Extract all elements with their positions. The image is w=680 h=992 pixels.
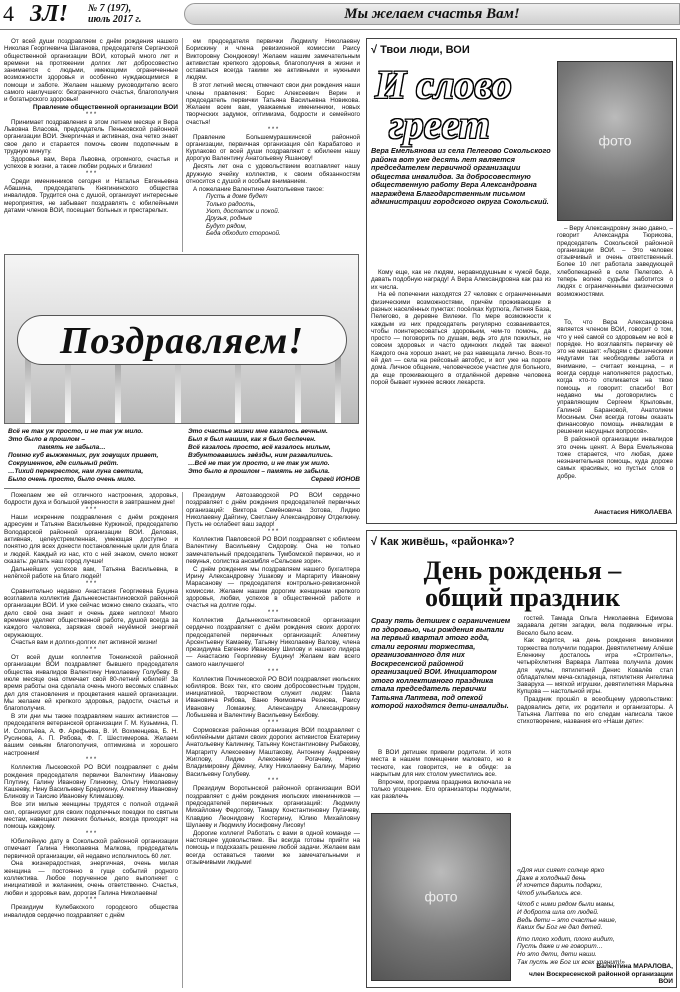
headline-line: День рожденья – (423, 556, 622, 585)
separator: * * * (85, 647, 97, 654)
poem-line: Так пусть же Бог их всех хранит!» (517, 958, 625, 966)
signature: Правление общественной организации ВОИ (32, 104, 178, 112)
paragraph: С днём рождения мы поздравляем нашего бухгалтера Ирину Александровну Ушакову и Маргариту Ивановну Марасанову — председателя контрольно-ревизионной комиссии. Желаем нашим дорогим женщинам крепкого здоровья, любви, успехов в общественной работе и счастья на долгие годы. (186, 565, 360, 610)
poem-line: Был я был нашим, как я был беспечен. (188, 436, 316, 443)
poem-right (188, 428, 360, 484)
separator: * * * (267, 719, 279, 726)
paragraph: Правление Большемурашкинской районной организации, первичная организация сёл Карабатово и Курлаково от всей души поздравляют с юбилеем нашу дорогую Валентину Анатольевну Яшанову! (186, 133, 360, 163)
poem-line: Чтоб с ними рядом были мамы, (517, 901, 616, 909)
poem-author: Сергей ИОНОВ (310, 476, 360, 483)
separator: * * * (85, 580, 97, 587)
paragraph: гостей. Тамада Ольга Николаевна Ефимова задавала детям загадки, вела подвижные игры. Весело было всем. (517, 615, 673, 637)
separator: * * * (85, 507, 97, 514)
separator: * * * (267, 668, 279, 675)
paragraph: Коллектив Лысковской РО ВОИ поздравляет с днём рождения председателя первички Валентину Ивановну Плутину, Галину Ивановну Глинкину, Ольгу Николаевну Кашееву, Нину Васильевну Бредихину, Алевтину Ивановну Блинову и Таисию Ивановну Климашову. (4, 764, 178, 801)
paragraph: ем председателя первички Людмилу Николаевну Борискину и члена ревизионной комиссии Раису Викторовну Сюндюкову! Желаем нашим замечательным активистам крепкого здоровья, благополучия в жизни и оставаться всегда такими же активными и нужными людям. (186, 38, 360, 82)
poem-line: …Всё не так уж просто, и не так уж мило. (188, 460, 330, 467)
paragraph: Впрочем, программа праздника включала не только угощение. Его организаторы подумали, как развлечь (371, 778, 511, 801)
paragraph: Десять лет она с удовольствием возглавляет нашу дружную ячейку коллектив, к своим обязанностям относится с душой и особым вниманием. (186, 163, 360, 185)
poem-line: Пусть в доме будет (206, 193, 268, 201)
paragraph: Юбилейную дату в Сокольской районной организации отмечает Галина Николаевна Малкова, председатель первичной организации, ей недавно исполнилось 60 лет. (4, 837, 178, 860)
column-divider (182, 38, 183, 252)
poem-line: Друзья, родные (206, 215, 253, 223)
article-headline (371, 557, 674, 611)
article-box-top (366, 38, 677, 524)
poem-line: Но это дети, дети наши. (517, 950, 597, 958)
author-name: Валентина МАРАЛОВА, (596, 963, 673, 970)
poem-line: Сокрушенное, где сильный рейт. (8, 460, 119, 467)
page-number: 4 (3, 1, 14, 26)
section-kicker: √ Как живёшь, «районка»? (371, 536, 515, 548)
photo-placeholder: фото (424, 888, 458, 905)
paragraph: Сравнительно недавно Анастасия Георгиевна Буцина возглавила коллектив Дальнеконстантиновской районной организации ВОИ. И уже сейчас можно смело сказать, что дело своё она знает и очень даже неплохо! Много времени уделяет общественной работе, душой всегда за каждого человека, заряжая своей неуёмной энергией окружающих. (4, 587, 178, 639)
paragraph: Президиум Воротынской районной организации ВОИ поздравляет с днём рождения июльских именинников — председателей первичных организаций: Людмилу Михайловну Федотову, Тамару Константиновну Пугачеву, Клавдию Леонидовну Костерину, Юлию Михайловну Шулаеву и Людмилу Иосифовну Лисову! (186, 785, 360, 829)
col2-top (186, 38, 360, 252)
banner-title: Поздравляем! (17, 315, 347, 365)
poem-line: Каких бы Бог не дал детей. (517, 924, 603, 932)
page-header (0, 0, 680, 30)
col2-bottom (186, 492, 360, 988)
separator: * * * (85, 757, 97, 764)
paragraph: Коллектив Павловской РО ВОИ поздравляет с юбилеем Валентину Васильевну Сидорову. Она не только замечательный председатель Тумбомской первички, но и певунья, солистка ансамбля «Сельские зори». (186, 535, 360, 565)
newspaper-logo: ЗЛ! (30, 1, 69, 27)
paragraph: Праздник прошёл в всеобщему удовольствию: радовались дети, их родители и организаторы. А Татьяна Лаптева по его следам написала такое стихотворение, названия его «Наши дети»: (517, 696, 673, 726)
paragraph: От всей души поздравляем с днём рождения нашего Николая Георгиевича Шаганова, председателя Сергачской общественной организации ВОИ, который много лет и времени на протяжении долгих лет добросовестно занимается с людьми, имеющими ограниченные возможности здоровья и особенно нуждающимися в помощи и заботе. Желаем нашему руководителю всего самого наилучшего: безграничного счастья, благополучия и богатырского здоровья! (4, 38, 178, 104)
portrait-photo (557, 61, 673, 221)
paragraph: Наши искренние поздравления с днём рождения адресуем и Татьяне Васильевне Куркиной, председателю Володарской районной организации ВОИ. Деловая, активная, целеустремленная, умеющая доступно и понятно для всех донести постановленные цели для блага и людей. Каждый из нас, кто с ней знаком, смело может сказать: делать наш город лучше! (4, 514, 178, 565)
paragraph: На её попечении находятся 27 человек с ограниченными физическими возможностями, причём проживающие в разных населённых пунктах: посёлках Куртюга, Летняя База, Пелегово, в деревне Вилежи. По мере возможности к каждым из них председатель регулярно созванивается, чтобы поинтересоваться здоровьем, чем-то помочь, да просто — поговорить по душам, ведь это для пожилых, не совсем здоровых и часто одиноких людей так важно! Каждого она хорошо знает, не раз навещала лично. Всех-то ей дел — села на рейсовый автобус, и вот уже на пороге дома. Личное общение, человеческое участие для больного, да еще проживающего в отдалённой деревне человека порой бывает нужнее всяких лекарств. (371, 291, 551, 386)
short-poem (206, 193, 360, 237)
poem-line: Помню куб выжженных, рук зовущих привет, (8, 452, 159, 459)
paragraph: В этот летний месяц отмечают свои дни рождения наши члены правления: Борис Алексеевич Верин и председатель первички Татьяна Васильевна Новикова. Желаем всем вам, уважаемые именинники, новых творческих задумок, оптимизма, бодрости и семейного счастья! (186, 82, 360, 126)
poem-line: Уют, достаток и покой. (206, 208, 280, 216)
paragraph: От всей души коллектив Тонкинской районной организации ВОИ поздравляет бывшего председателя общества инвалидов Валентину Николаевну Голубеву. В июле месяце она отмечает свой 80-летний юбилей! За время работы она сделала очень много весомых славных дел для становления и процветания нашей организации. Мы желаем ей крепкого здоровья, радости, счастья и благополучия. (4, 654, 178, 713)
group-photo (371, 813, 511, 981)
author-title: член Воскресенской районной организации ВОИ (529, 970, 673, 985)
paragraph: Президиум Кулебакского городского общества инвалидов сердечно поздравляет с днём (4, 904, 178, 919)
paragraph: А пожелание Валентине Анатольевне такое: (193, 185, 324, 193)
article-author (517, 963, 673, 986)
poem-line: Всё не так уж просто, и не так уж мило. (8, 428, 144, 435)
paragraph: Среди именинников сегодня и Наталья Евгеньевна Абашина, председатель Княгининского общества инвалидов. Трудится она с душой, организует интересные мероприятия, не забывает поздравлять с юбилейными датами членов ВОИ, посещает больных и престарелых. (4, 177, 178, 214)
paragraph: Принимает поздравления в этом летнем месяце и Вера Львовна Власова, председатель Пеньковской районной организации ВОИ. Энергичная и активная, она четко знает свое дело и старается помочь своим подопечным в трудную минуту. (4, 118, 178, 155)
article-title-line: греет (389, 102, 490, 147)
poem-line: И хочется дарить подарки, (517, 882, 603, 890)
poem-line: память не забыла… (38, 444, 106, 451)
paragraph: Пожелаем же ей отличного настроения, здоровья, бодрости духа и большой уверенности в завтрашнем дне! (4, 492, 178, 507)
poem-line: …Тихий перекресток, нам луна светила, (8, 468, 144, 475)
poem-line: Будут рядом, (206, 222, 247, 230)
photo-placeholder: фото (598, 132, 632, 149)
article-lead: Вера Емельянова из села Пелегово Сокольского района вот уже десять лет является председателем первичной организации общества инвалидов. За добросовестную общественную работу Вера Александровна награждена Благодарственным письмом администрации городского округа Сокольский. (371, 146, 551, 206)
column-divider (182, 492, 183, 988)
section-kicker: √ Твои люди, ВОИ (371, 44, 470, 56)
poem-line: Чтоб улыбались все. (517, 889, 583, 897)
paragraph: Счастья вам и долгих-долгих лет активной жизни! (11, 639, 158, 647)
poem-line: Было очень просто, было очень мило. (8, 476, 136, 483)
poem-line: Пусть даже и не говорит… (517, 943, 604, 951)
issue-number: № 7 (197), (88, 3, 132, 14)
separator: * * * (267, 528, 279, 535)
article-title-line: И слово (375, 62, 512, 107)
headline-line: общий праздник (425, 583, 620, 612)
paragraph: Все эти милые женщины трудятся с полной отдачей сил, организуют для своих подопечных поездки по святым местам, навещают лежачих больных, всегда приходят на помощь каждому. (4, 801, 178, 831)
section-title: Мы желаем счастья Вам! (184, 3, 680, 25)
section-rule (4, 488, 360, 489)
separator: * * * (85, 897, 97, 904)
paragraph: Здоровья вам, Вера Львовна, огромного, счастья и успехов в жизни, а также любви родных и близких! (4, 155, 178, 170)
paragraph: Как водится, на день рождения виновники торжества получили подарки. Девятилетнему Алёше Еленкину досталось игра «Строитель», четырёхлетняя Варвара Лаптева получила домик для куклы, пятилетний Денис Ковалёв стал обладателем меча-складенца, пятилетняя Ангелина Заваруха — мягкой игрушки, девятилетняя Марьяна Купцова — настольной игры. (517, 637, 673, 696)
article-col-a (371, 749, 511, 811)
paragraph: В ВОИ детишек привели родители. И хотя места в нашем помещении маловато, но в тесноте, как говорится, не в обиде: за накрытым для них столом уместились все. (371, 749, 511, 778)
poem-line: Кто плохо ходит, плохо видит, (517, 935, 615, 943)
article-col-b (517, 615, 673, 865)
congratulations-banner (4, 254, 359, 424)
article-box-bottom (366, 530, 677, 988)
separator: * * * (85, 830, 97, 837)
photo-caption (557, 225, 673, 317)
poem-line: Это было в прошлом – (8, 436, 86, 443)
separator: * * * (267, 126, 279, 133)
paragraph: В эти дни мы также поздравляем наших активистов — председателя ветеранской организации Г. М. Кузьмина, П. И. Сопотьёва, А. Ф. Арефьева, В. И. Вохменцева, Б. Н. Русинова, А. П. Рябова, Ф. Г. Шестимерова. Желаем вашим семьям благополучия, оптимизма и хорошего настроения! (4, 713, 178, 757)
poem-line: «Для них сияет солнце ярко (517, 867, 605, 874)
separator: * * * (85, 111, 97, 118)
poem-line: Взбунтовавшись звёзды, ним развалились. (188, 452, 333, 459)
paragraph: Коллектив Починковской РО ВОИ поздравляет июльских юбиляров. Всех тех, кто своим добросовестным трудом, инициативой, творчеством служит людям: Павла Ивановича Рябова, Ваню Якимовича Резнова, Раису Ивановну Ломакину, Аленсандру Александровну Лобышева и Валентину Васильевну Бехбову. (186, 675, 360, 720)
issue-info (88, 3, 141, 25)
paragraph: Кому еще, как не людям, неравнодушным к чужой беде, давать подобную награду! А Вера Александровна как раз из их числа. (371, 269, 551, 291)
paragraph: В районной организации инвалидов это очень ценят. А Вера Емельянова тоже старается, что любая, даже незначительная помощь, куда дороже самых красивых, но пустых слов о добре. (557, 436, 673, 480)
col1-top (4, 38, 178, 252)
paragraph: Дальнейших успехов вам, Татьяна Васильевна, в нелёгкой работе на благо людей! (4, 565, 178, 580)
article-lead: Сразу пять детишек с ограничением по здоровью, чьи рождения выпали на первый квартал этого года, стали героями торжества, организованного для них Воскресенской районной организацией ВОИ. Инициатором этого коллективного праздника стала председатель первички Татьяна Лаптева, под опекой которой находятся дети-инвалиды. (371, 616, 511, 710)
paragraph: То, что Вера Александровна является членом ВОИ, говорит о том, что у неё самой со здоровьем не всё в порядке. Но возглавлять первичку её это не мешает: «Людям с физическими недугами так необходимы забота и внимание, – считает женщина, – и всегда сердце наполняется радостью, когда кто-то откликается на твою помощь и говорит: спасибо! Вот недавно мы договорились с управляющим Сергеем Крыловым, Галиной Барановой, Анатолием Мосиным. Они всегда готовы оказать финансовую помощь инвалидам в решении насущных вопросов». (557, 319, 673, 436)
separator: * * * (85, 170, 97, 177)
poem-line: Это счастье жизни мне казалось вечным. (188, 428, 328, 435)
paragraph: – Веру Александровну знаю давно, – говорит Александра Тюрикова, председатель Сокольской районной организации ВОИ. – Это человек отзывчивый и очень ответственный. Более 10 лет работала заведующей хлебопекарней в селе Пелегово. А теперь волею судьбы заботится о людях с ограниченными физическими возможностями. (557, 225, 673, 298)
article-title (375, 62, 575, 147)
issue-date: июль 2017 г. (88, 14, 142, 25)
article-col-a (371, 269, 551, 521)
poem-line: Всё казалось просто, всё казалось милым, (188, 444, 331, 451)
col1-bottom (4, 492, 178, 988)
paragraph: Президиум Автозаводской РО ВОИ сердечно поздравляет с днём рождения председателей первичных организаций: Викторa Семёновича Зотова, Лидию Николаевну Дайгину, Светлану Александровну Отделкину. Пусть не ослабеет ваш задор! (186, 492, 360, 529)
article-col-b (557, 319, 673, 503)
paragraph: Коллектив Дальнеконстантиновской организации сердечно поздравляет с днём рождения своих дорогих председателей первичных организаций: Алевтину Арсентьевну Камаеву, Татьяну Николаевну Валову, члена президиума Евгению Ивановну Шилову и нашего лидера — Анастасию Георгиевну Буцину! Желаем вам всего самого наилучшего! (186, 616, 360, 668)
poem-line: Даже в холодный день (517, 874, 586, 882)
article-poem (517, 867, 673, 966)
separator: * * * (267, 778, 279, 785)
poem-line: И доброта шла от людей. (517, 908, 599, 916)
article-author: Анастасия НИКОЛАЕВА (594, 509, 672, 516)
poem-line: Только радость, (206, 200, 256, 208)
paragraph: Сормовская районная организация ВОИ поздравляет с юбилейными датами своих дорогих активистов Екатерину Анатольевну Калинину, Татьяну Константиновну Рыбакову, Маргариту Алексеевну Маштакову, Антонину Андреевну Жиглову, Лидию Алексеевну Рогачеву, Нину Владимировну Дёмину, Алку Николаевну Балину, Марию Васильевну Голубеву. (186, 726, 360, 778)
paragraph: Дорогие коллеги! Работать с вами в одной команде — настоящее удовольствие. Вы всегда готовы прийти на помощь и подсказать решение любой задачи. Желаем вам всегда оставаться такими же замечательными и отзывчивыми людьми! (186, 829, 360, 866)
poem-left (8, 428, 188, 484)
poem-line: Ведь дети – это счастье наше, (517, 916, 617, 924)
paragraph: Она жизнерадостная, энергичная, очень милая женщина — постоянно в гуще событий родного коллектива. Любое порученное дело выполняет с инициативой и желанием, очень ответственно. Счастья, любви и здоровья вам, дорогая Галина Николаевна! (4, 860, 178, 897)
poem-line: Это было в прошлом – память не забыла. (188, 468, 330, 475)
separator: * * * (267, 609, 279, 616)
poem-line: Беда обходит стороной. (206, 229, 281, 237)
